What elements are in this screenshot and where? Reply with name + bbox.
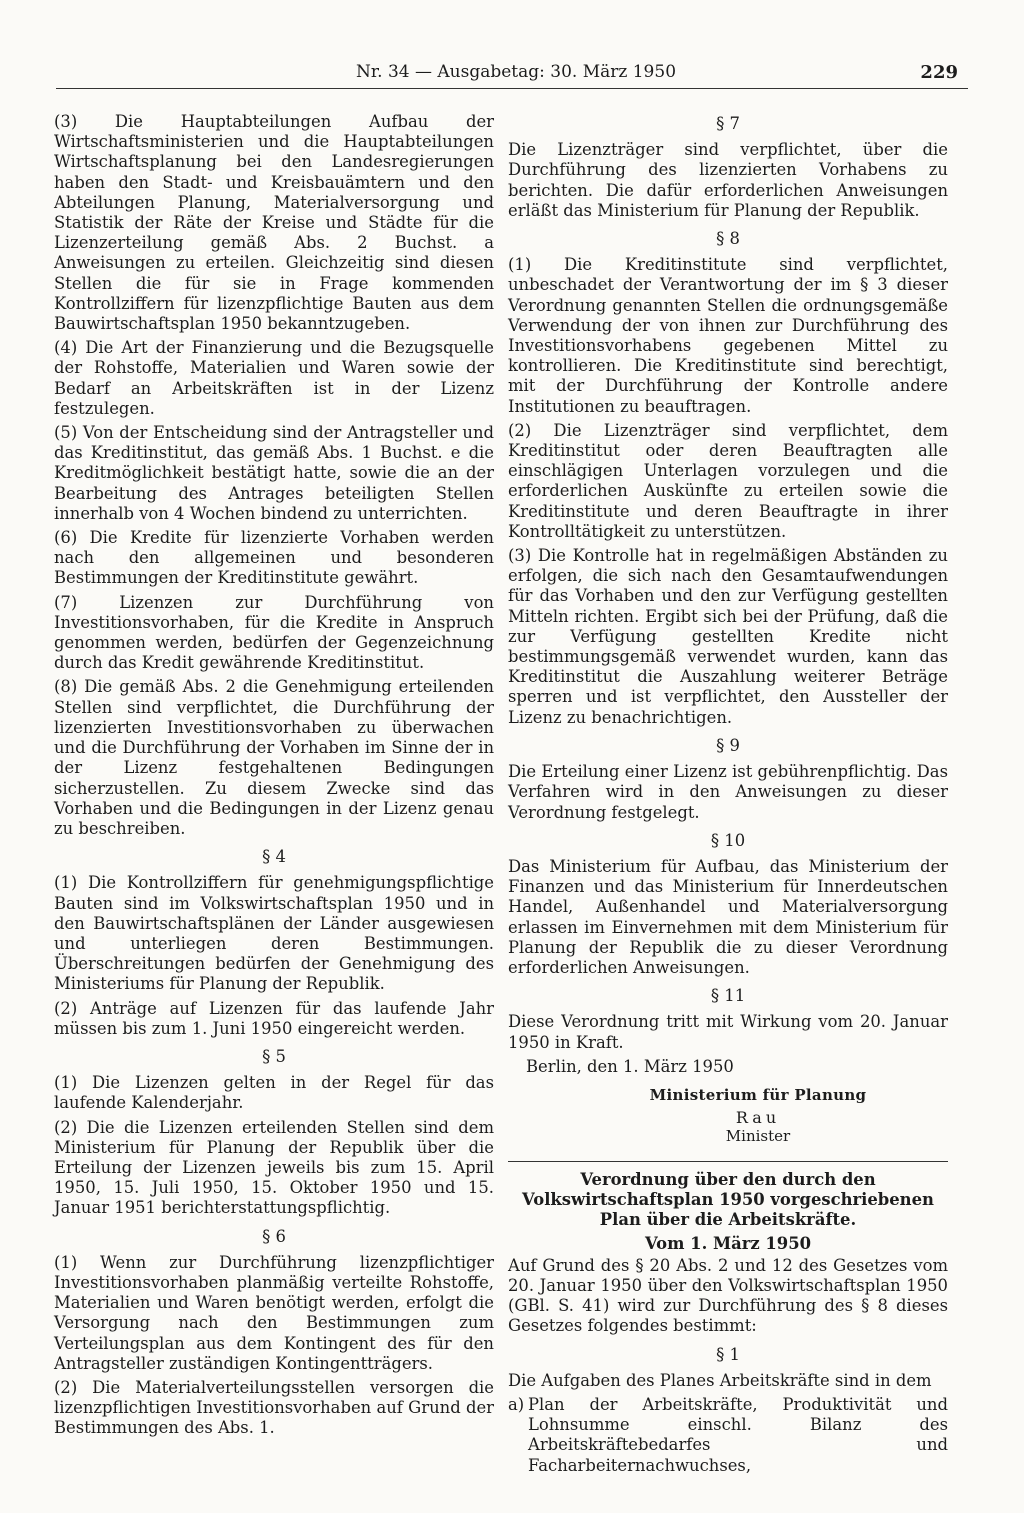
- signature-ministry: Ministerium für Planung: [649, 1085, 867, 1104]
- section-heading-4: § 4: [262, 847, 286, 867]
- paragraph-9: Die Erteilung einer Lizenz ist gebührenpflichtig. Das Verfahren wird in den Anweisungen zu dieser Verordnung festgelegt.: [508, 762, 948, 822]
- ordinance-section-heading-1: § 1: [716, 1344, 740, 1364]
- page-number: 229: [920, 62, 958, 83]
- paragraph-3-6: (6) Die Kredite für lizenzierte Vorhaben werden nach den allgemeinen und besonderen Bestimmungen der Kreditinstitute gewährt.: [54, 528, 494, 588]
- section-heading-5: § 5: [262, 1046, 286, 1066]
- list-item-marker: a): [508, 1394, 525, 1414]
- signature-name: Rau: [735, 1108, 781, 1128]
- paragraph-8-2: (2) Die Lizenzträger sind verpflichtet, dem Kreditinstitut oder deren Beauftragten alle einschlägigen Unterlagen vorzulegen und die erforderlichen Auskünfte zu erteilen sowie die Kreditinstitute und deren Beauftragte in ihrer Kontrolltätigkeit zu unterstützen.: [508, 420, 948, 541]
- paragraph-3-5: (5) Von der Entscheidung sind der Antragsteller und das Kreditinstitut, das gemäß Abs. 1 Buchst. e die Kreditmöglichkeit bestätigt hatte, sowie die an der Bearbeitung des Antrages beteiligten Stellen innerhalb von 4 Wochen bindend zu unterrichten.: [54, 423, 494, 523]
- section-divider: [508, 1161, 948, 1162]
- paragraph-6-2: (2) Die Materialverteilungsstellen versorgen die lizenzpflichtigen Investitionsvorhaben auf Grund der Bestimmungen des Abs. 1.: [54, 1377, 494, 1438]
- paragraph-4-2: (2) Anträge auf Lizenzen für das laufende Jahr müssen bis zum 1. Juni 1950 eingereicht werden.: [54, 998, 494, 1038]
- list-item-text: Plan der Arbeitskräfte, Produktivität und Lohnsumme einschl. Bilanz des Arbeitskräftebedarfes und Facharbeiternachwuchses,: [528, 1394, 948, 1475]
- place-date: Berlin, den 1. März 1950: [526, 1056, 734, 1076]
- paragraph-8-3: (3) Die Kontrolle hat in regelmäßigen Abständen zu erfolgen, die sich nach den Gesamtaufwendungen für das Vorhaben und den zur Verfügung gestellten Mitteln richten. Ergibt sich bei der Prüfung, daß die zur Verfügung gestellten Kredite nicht bestimmungsgemäß verwendet wurden, kann das Kreditinstitut die Auszahlung weiterer Beträge sperren und ist verpflichtet, den Aussteller der Lizenz zu benachrichtigen.: [508, 546, 948, 727]
- paragraph-10: Das Ministerium für Aufbau, das Ministerium der Finanzen und das Ministerium für Innerdeutschen Handel, Außenhandel und Materialversorgung erlassen im Einvernehmen mit dem Ministerium für Planung der Republik die zu dieser Verordnung erforderlichen Anweisungen.: [508, 856, 948, 977]
- paragraph-4-1: (1) Die Kontrollziffern für genehmigungspflichtige Bauten sind im Volkswirtschaftsplan 1950 und in den Bauwirtschaftsplänen der Länder ausgewiesen und unterliegen deren Bestimmungen. Überschreitungen bedürfen der Genehmigung des Ministeriums für Planung der Republik.: [54, 873, 494, 994]
- paragraph-11: Diese Verordnung tritt mit Wirkung vom 20. Januar 1950 in Kraft.: [508, 1012, 948, 1052]
- paragraph-3-7: (7) Lizenzen zur Durchführung von Investitionsvorhaben, für die Kredite in Anspruch genommen werden, bedürfen der Gegenzeichnung durch das Kredit gewährende Kreditinstitut.: [54, 592, 494, 673]
- paragraph-5-2: (2) Die die Lizenzen erteilenden Stellen sind dem Ministerium für Planung der Republik über die Erteilung der Lizenzen jeweils bis zum 15. April 1950, 15. Juli 1950, 15. Oktober 1950 und 15. Januar 1951 berichterstattungspflichtig.: [54, 1117, 494, 1218]
- section-heading-10: § 10: [710, 830, 746, 850]
- section-heading-8: § 8: [716, 229, 740, 249]
- section-heading-9: § 9: [716, 735, 740, 755]
- section-heading-6: § 6: [262, 1226, 286, 1246]
- paragraph-6-1: (1) Wenn zur Durchführung lizenzpflichtiger Investitionsvorhaben planmäßig verteilte Rohstoffe, Materialien und Waren benötigt werden, erfolgt die Versorgung nach den Bestimmungen zum Verteilungsplan aus dem Kontingent des für den Antragsteller zuständigen Kontingentträgers.: [54, 1252, 494, 1373]
- list-item: [508, 1395, 948, 1476]
- ordinance-section-1-intro: Die Aufgaben des Planes Arbeitskräfte sind in dem: [508, 1370, 932, 1390]
- issue-title: Nr. 34 — Ausgabetag: 30. März 1950: [356, 62, 677, 82]
- ordinance-title: Verordnung über den durch den Volkswirtschaftsplan 1950 vorgeschriebenen Plan über die Arbeitskräfte.: [522, 1169, 934, 1229]
- section-heading-7: § 7: [716, 114, 740, 133]
- paragraph-5-1: (1) Die Lizenzen gelten in der Regel für das laufende Kalenderjahr.: [54, 1073, 494, 1113]
- ordinance-preamble: Auf Grund des § 20 Abs. 2 und 12 des Gesetzes vom 20. Januar 1950 über den Volkswirtschaftsplan 1950 (GBl. S. 41) wird zur Durchführung des § 8 dieses Gesetzes folgendes bestimmt:: [508, 1255, 948, 1336]
- right-column: [508, 112, 948, 1478]
- paragraph-3-4: (4) Die Art der Finanzierung und die Bezugsquelle der Rohstoffe, Materialien und Waren sowie der Bedarf an Arbeitskräften ist in der Lizenz festzulegen.: [54, 338, 494, 418]
- left-column: [54, 112, 494, 1443]
- paragraph-7: Die Lizenzträger sind verpflichtet, über die Durchführung des lizenzierten Vorhabens zu berichten. Die dafür erforderlichen Anweisungen erläßt das Ministerium für Planung der Republik.: [508, 140, 948, 220]
- section-heading-11: § 11: [710, 986, 746, 1006]
- paragraph-3-3: (3) Die Hauptabteilungen Aufbau der Wirtschaftsministerien und die Hauptabteilungen Wirtschaftsplanung bei den Landesregierungen haben den Stadt- und Kreisbauämtern und den Abteilungen Planung, Materialversorgung und Statistik der Räte der Kreise und Städte für die Lizenzerteilung gemäß Abs. 2 Buchst. a Anweisungen zu erteilen. Gleichzeitig sind diesen Stellen die für sie in Frage kommenden Kontrollziffern für lizenzpflichtige Bauten aus dem Bauwirtschaftsplan 1950 bekanntzugeben.: [54, 112, 494, 334]
- page-header: [56, 62, 968, 89]
- paragraph-8-1: (1) Die Kreditinstitute sind verpflichtet, unbeschadet der Verantwortung der im § 3 dieser Verordnung genannten Stellen die ordnungsgemäße Verwendung der von ihnen zur Durchführung des Investitionsvorhabens gegebenen Mittel zu kontrollieren. Die Kreditinstitute sind berechtigt, mit der Durchführung der Kontrolle andere Institutionen zu beauftragen.: [508, 255, 948, 416]
- signature-block: [568, 1085, 948, 1147]
- signature-role: Minister: [725, 1127, 791, 1146]
- ordinance-date: Vom 1. März 1950: [644, 1233, 812, 1253]
- paragraph-3-8: (8) Die gemäß Abs. 2 die Genehmigung erteilenden Stellen sind verpflichtet, die Durchführung der lizenzierten Investitionsvorhaben zu überwachen und die Durchführung der Vorhaben im Sinne der in der Lizenz festgehaltenen Bedingungen sicherzustellen. Zu diesem Zwecke sind das Vorhaben und die Bedingungen in der Lizenz genau zu beschreiben.: [54, 677, 494, 838]
